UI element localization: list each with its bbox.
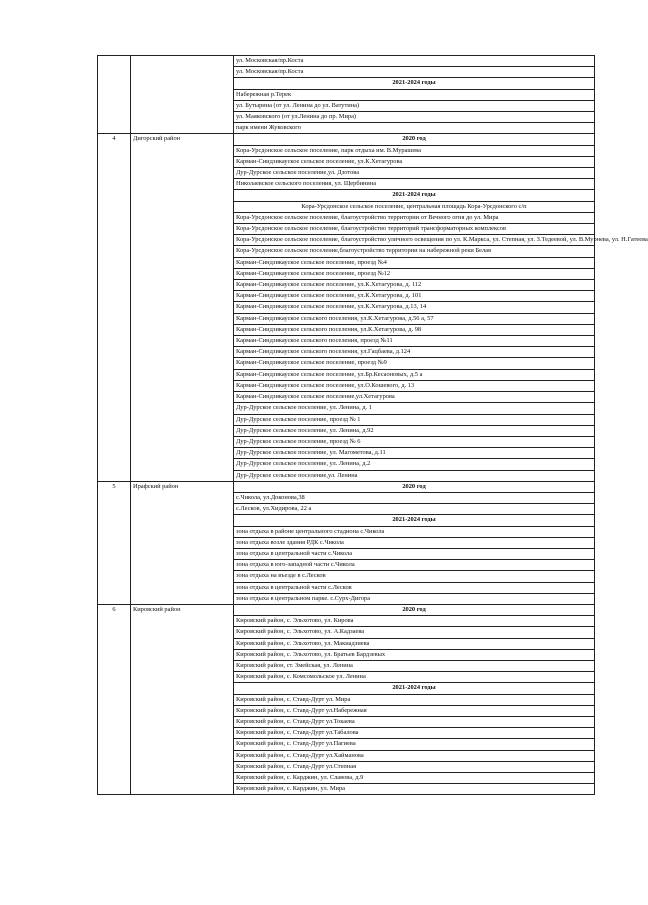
object-cell: Дур-Дурское сельское поселение, проезд № 1 bbox=[234, 414, 595, 425]
object-cell: зона отдыха в центральной части с.Лесков bbox=[234, 582, 595, 593]
period-header: 2020 год bbox=[234, 604, 595, 615]
object-cell: Кировский район, с. Карджин, ул. Мира bbox=[234, 784, 595, 795]
object-cell: Кировский район, с. Ставд-Дурт ул. Мира bbox=[234, 694, 595, 705]
object-cell: Карман-Синдзикауское сельское поселение, ул.Бр.Кесаоновых, д.5 а bbox=[234, 369, 595, 380]
object-cell: зона отдыха в центральном парке. с.Сурх-Дигора bbox=[234, 593, 595, 604]
object-cell: Кора-Урсдонское сельское поселение, благоустройство уличного освещения по ул. К.Маркса, ул. Степная, ул. З.Тедеевой, ул. В.Мурнева, ул. Н.Гатеева bbox=[234, 235, 595, 246]
object-cell: Карман-Синдзикауское сельское поселение,ул.Хетагурова bbox=[234, 392, 595, 403]
improvement-objects-table bbox=[97, 55, 648, 795]
period-header: 2020 год bbox=[234, 134, 595, 145]
object-cell: Набережная р.Терек bbox=[234, 89, 595, 100]
object-cell: Кировский район, с. Комсомольское ул. Ленина bbox=[234, 672, 595, 683]
district-number bbox=[98, 56, 131, 134]
object-cell: Дур-Дурское сельское поселение, ул. Ленина, д.92 bbox=[234, 425, 595, 436]
object-cell: зона отдыха в центральной части с.Чикола bbox=[234, 548, 595, 559]
object-cell: Карман-Синдзикауское сельское поселение, ул.О.Кошевого, д. 13 bbox=[234, 380, 595, 391]
object-cell: Кировский район, с. Ставд-Дурт ул.Хайманова bbox=[234, 750, 595, 761]
period-header: 2020 год bbox=[234, 481, 595, 492]
object-cell: Кора-Урсдонское сельское поселение, парк отдыха им. В.Мурашева bbox=[234, 145, 595, 156]
table-row bbox=[98, 481, 595, 492]
object-cell: Дур-Дурское сельское поселение,ул. Дзотова bbox=[234, 168, 595, 179]
object-cell: Дур-Дурское сельское поселение,ул. Ленина bbox=[234, 470, 595, 481]
period-header: 2021-2024 годы bbox=[234, 78, 595, 89]
period-header: 2021-2024 годы bbox=[234, 683, 595, 694]
object-cell: Карман-Синдзикауское сельское поселение, проезд №9 bbox=[234, 358, 595, 369]
object-cell: Карман-Синдзикауское сельское поселение, ул.К.Хетагурова, д. 101 bbox=[234, 291, 595, 302]
object-cell: Кировский район, с. Ставд-Дурт ул.Степная bbox=[234, 761, 595, 772]
object-cell: Карман-Синдзикауское сельское поселение, ул.К.Хетагурова bbox=[234, 156, 595, 167]
object-cell: зона отдыха на въезде в с.Лесков bbox=[234, 571, 595, 582]
object-cell: Кора-Урсдонское сельское поселение, центральная площадь Кора-Урсдонского с/п bbox=[234, 201, 595, 212]
district-name: Дигорский район bbox=[131, 134, 234, 481]
object-cell: Николаевское сельского поселения, ул. Щербинина bbox=[234, 179, 595, 190]
object-cell: ул. Московская/пр.Коста bbox=[234, 67, 595, 78]
object-cell: ул. Бутырина (от ул. Ленина до ул. Ватутина) bbox=[234, 100, 595, 111]
table-row bbox=[98, 604, 595, 615]
district-number: 6 bbox=[98, 604, 131, 794]
document-page bbox=[97, 55, 648, 795]
object-cell: Дур-Дурское сельское поселение, ул. Магометова, д.11 bbox=[234, 448, 595, 459]
object-cell: Кора-Урсдонское сельское поселение, благоустройство территории от Вечного огня до ул. Мира bbox=[234, 212, 595, 223]
object-cell: Кировский район, с. Эльхотово, ул. Кирова bbox=[234, 616, 595, 627]
object-cell: ул. Маяковского (от ул.Ленина до пр. Мира) bbox=[234, 112, 595, 123]
object-cell: Дур-Дурское сельское поселение, проезд № 6 bbox=[234, 436, 595, 447]
object-cell: Карман-Синдзикауское сельское поселение, проезд №4 bbox=[234, 257, 595, 268]
period-header: 2021-2024 годы bbox=[234, 190, 595, 201]
table-body bbox=[98, 56, 648, 795]
object-cell: зона отдыха в юго-западной части с.Чикола bbox=[234, 560, 595, 571]
district-number: 4 bbox=[98, 134, 131, 481]
object-cell: парк имени Жуковского bbox=[234, 123, 595, 134]
object-cell: зона отдыха в районе центрального стадиона с.Чикола bbox=[234, 526, 595, 537]
object-cell: с.Лесков, ул.Хидирова, 22 а bbox=[234, 504, 595, 515]
object-cell: Кировский район, с. Ставд-Дурт ул.Пагиева bbox=[234, 739, 595, 750]
object-cell: Кировский район, с. Эльхотово, ул. А.Кадзаева bbox=[234, 627, 595, 638]
district-number: 5 bbox=[98, 481, 131, 604]
object-cell: Карман-Синдзикауское сельского поселения, ул.К.Хетагурова, д.56 а, 57 bbox=[234, 313, 595, 324]
district-name bbox=[131, 56, 234, 134]
object-cell: Кировский район, с. Ставд-Дурт ул.Набережная bbox=[234, 705, 595, 716]
object-cell: Кировский район, с. Эльхотово, ул. Братьев Бардзевых bbox=[234, 649, 595, 660]
object-cell: Дур-Дурское сельское поселение, ул. Ленина, д.2 bbox=[234, 459, 595, 470]
object-cell: Кировский район, с. Ставд-Дурт ул.Табалова bbox=[234, 728, 595, 739]
object-cell: Дур-Дурское сельское поселение, ул. Ленина, д. 1 bbox=[234, 403, 595, 414]
object-cell: Кировский район, с. Ставд-Дурт ул.Токаева bbox=[234, 716, 595, 727]
object-cell: зона отдыха возле здания РДК с.Чикола bbox=[234, 537, 595, 548]
object-cell: Карман-Синдзикауское сельское поселение, ул.К.Хетагурова, д.13, 14 bbox=[234, 302, 595, 313]
district-name: Кировский район bbox=[131, 604, 234, 794]
object-cell: Карман-Синдзикауское сельского поселения, ул.Гацбаева, д.124 bbox=[234, 347, 595, 358]
object-cell: Кировский район, с. Карджин, ул. Славова, д.9 bbox=[234, 773, 595, 784]
period-header: 2021-2024 годы bbox=[234, 515, 595, 526]
object-cell: Кора-Урсдонское сельское поселение,благоустройство территории на набережной реки Белая bbox=[234, 246, 595, 257]
object-cell: Кировский район, с. Эльхотово, ул. Макиадзиева bbox=[234, 638, 595, 649]
object-cell: Карман-Синдзикауское сельского поселения, ул.К.Хетагурова, д. 98 bbox=[234, 324, 595, 335]
table-row bbox=[98, 134, 595, 145]
object-cell: с.Чикола, ул.Доконова,38 bbox=[234, 492, 595, 503]
object-cell: Кировский район, ст. Змейская, ул. Ленина bbox=[234, 660, 595, 671]
object-cell: Кора-Урсдонское сельское поселение, благоустройство территорий трансформаторных комплексов bbox=[234, 224, 595, 235]
table-row bbox=[98, 56, 595, 67]
object-cell: Карман-Синдзикауское сельское поселение, ул.К.Хетагурова, д. 112 bbox=[234, 280, 595, 291]
object-cell: Карман-Синдзикауское сельского поселения, проезд №11 bbox=[234, 336, 595, 347]
district-name: Ирафский район bbox=[131, 481, 234, 604]
object-cell: ул. Московская/пр.Коста bbox=[234, 56, 595, 67]
object-cell: Карман-Синдзикауское сельское поселение, проезд №12 bbox=[234, 268, 595, 279]
